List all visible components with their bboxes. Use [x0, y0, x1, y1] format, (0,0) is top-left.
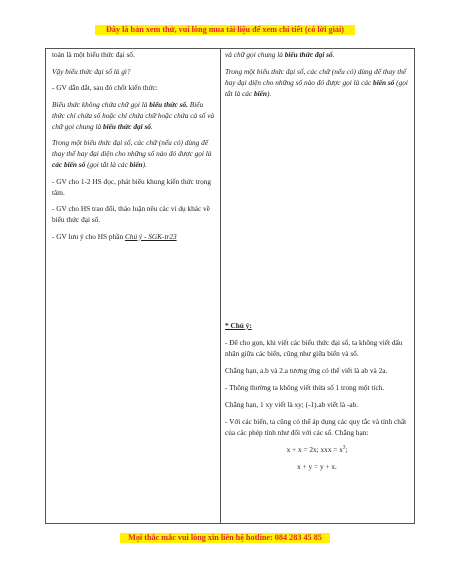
note-item-1: - Để cho gọn, khi viết các biểu thức đại số, ta không viết dấu nhân giữa các biến, cũng như giữa biến và số. — [225, 338, 403, 358]
formula-2: x + y = y + x. — [297, 462, 337, 471]
textbook-note-reference: Chú ý - SGK-tr23 — [124, 231, 177, 241]
preview-notice-banner: Đây là bản xem thử, vui lòng mua tài liệu để xem chi tiết (có lời giải) — [95, 25, 355, 35]
left-instruction-1: - GV dẫn dắt, sau đó chốt kiến thức: — [52, 83, 158, 92]
right-paragraph-1: và chữ gọi chung là biểu thức đại số. — [225, 50, 335, 59]
right-variable-definition: Trong một biểu thức đại số, các chữ (nếu có) dùng để thay thế hay đại diện cho những số nào đó được gọi là các biến số (gọi tắt là các biến). — [225, 66, 408, 98]
left-instruction-4: - GV lưu ý cho HS phần Chú ý - SGK-tr23 — [52, 231, 177, 241]
hotline-banner: Mọi thắc mắc vui lòng xin liên hệ hotline: 084 283 45 85 — [120, 533, 330, 543]
note-section — [225, 320, 409, 478]
left-paragraph-1: toán là một biểu thức đại số. — [52, 50, 135, 59]
left-definition: Biểu thức không chứa chữ gọi là biểu thức số. Biểu thức chỉ chứa số hoặc chỉ chứa chữ hoặc chứa cả số và chữ gọi chung là biểu thức đại số. — [52, 99, 215, 131]
note-title: * Chú ý: — [225, 321, 252, 330]
note-item-3: - Thông thường ta không viết thừa số 1 trong một tích. — [225, 383, 385, 392]
left-instruction-2: - GV cho 1-2 HS đọc, phát biểu khung kiến thức trọng tâm. — [52, 176, 212, 197]
left-question: Vậy biểu thức đại số là gì? — [52, 66, 131, 76]
product-column — [225, 49, 410, 104]
teacher-activity-column — [52, 49, 215, 247]
note-item-5: - Với các biến, ta cũng có thể áp dụng các quy tắc và tính chất của các phép tính như đối với các số. Chẳng hạn: — [225, 417, 407, 437]
note-item-2: Chẳng hạn, a.b và 2.a tương ứng có thể viết là ab và 2a. — [225, 366, 388, 375]
lesson-table — [45, 48, 415, 524]
note-item-4: Chẳng hạn, 1 xy viết là xy; (-1).ab viết là -ab. — [225, 400, 359, 409]
left-variable-definition: Trong một biểu thức đại số, các chữ (nếu có) dùng để thay thế hay đại diện cho những số nào đó được gọi là các biến số (gọi tắt là các biến). — [52, 138, 212, 169]
left-instruction-3: - GV cho HS trao đổi, thảo luận nêu các ví dụ khác về biểu thức đại số. — [52, 204, 210, 224]
column-divider — [220, 49, 221, 523]
formula-1: x + x = 2x; xxx = $x^3$; — [286, 445, 348, 454]
